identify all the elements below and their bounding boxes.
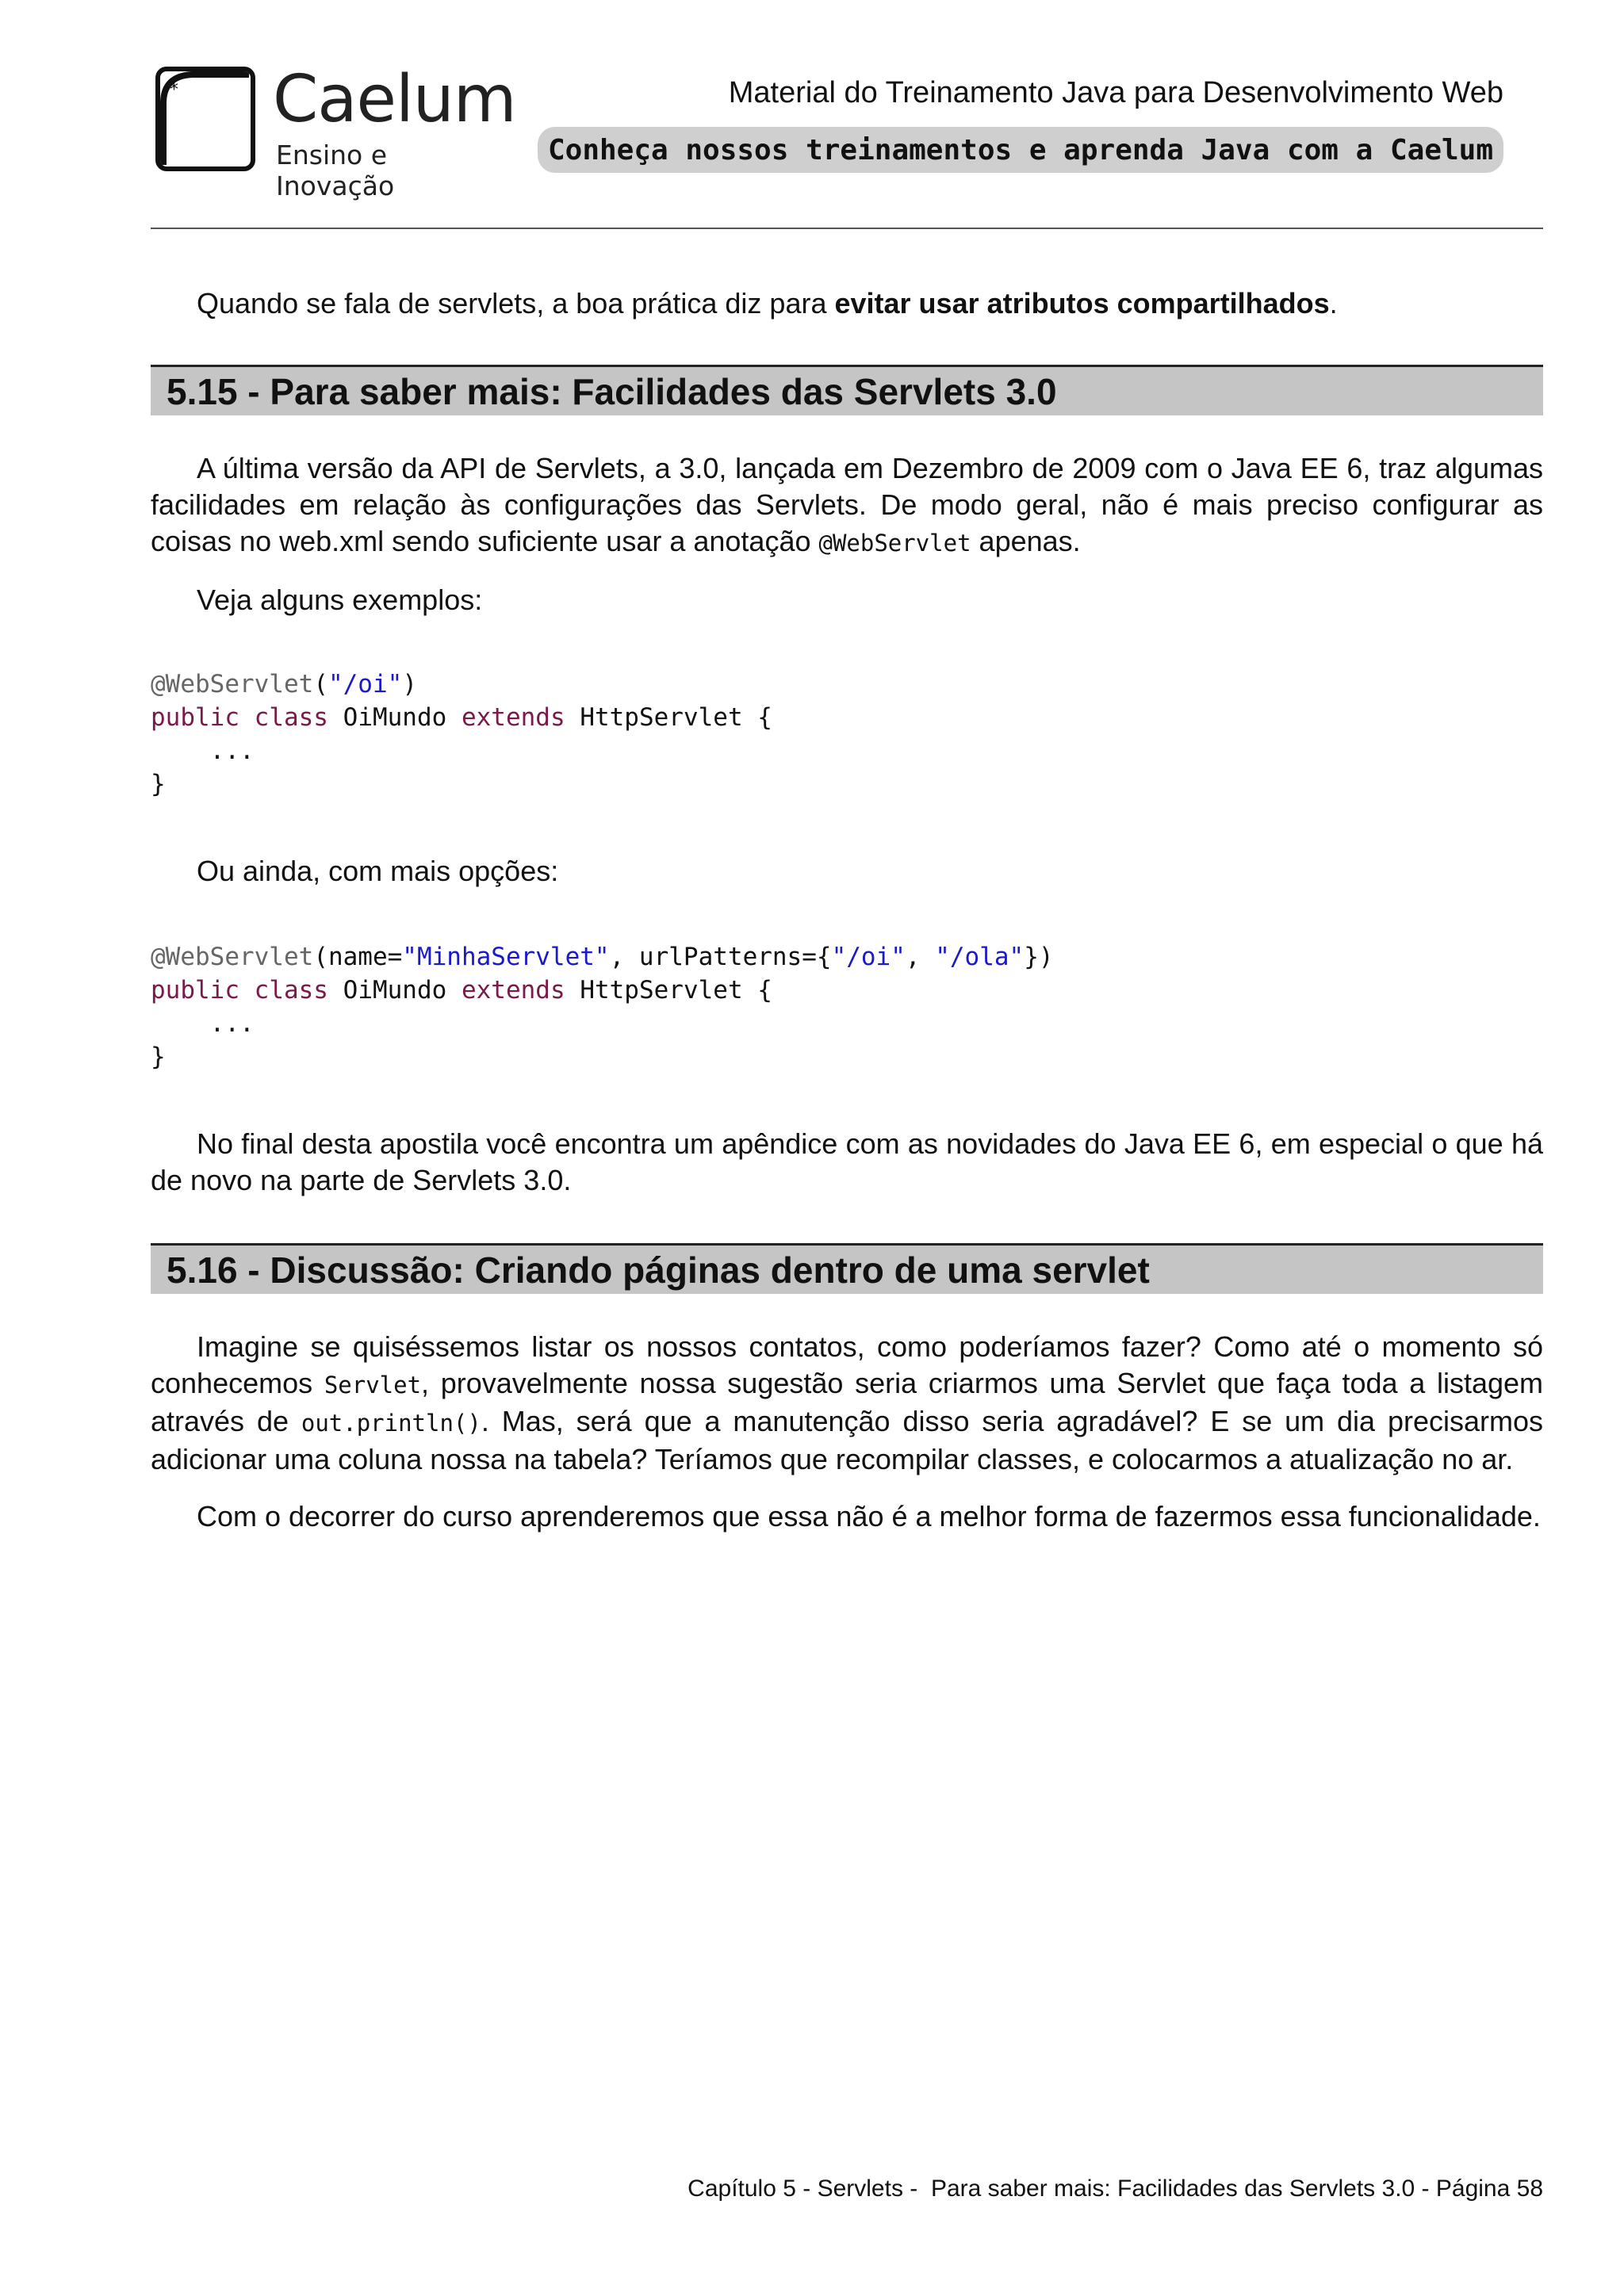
- code-line: ...: [151, 737, 255, 765]
- section-1-paragraph-1: [151, 450, 1543, 561]
- code-keyword: class: [254, 976, 328, 1004]
- code-token: (: [313, 670, 328, 698]
- inline-code: Servlet: [324, 1372, 422, 1399]
- inline-code: out.println(): [301, 1410, 481, 1437]
- intro-bold-text: evitar usar atributos compartilhados: [834, 287, 1330, 320]
- paragraph-text: A última versão da API de Servlets, a 3.0, lançada em Dezembro de 2009 com o Java EE 6, traz algumas facilidades em relação às configurações das Servlets. De modo geral, não é mais preciso configurar as coisas no web.xml sendo suficiente usar a anotação: [151, 452, 1543, 557]
- logo-name: Caelum: [273, 62, 516, 137]
- header-title: Material do Treinamento Java para Desenvolvimento Web: [728, 76, 1503, 109]
- code-token: , urlPatterns={: [609, 943, 832, 971]
- code-annotation: @WebServlet: [151, 943, 314, 971]
- inline-code: @WebServlet: [818, 530, 971, 557]
- code-token: (name=: [313, 943, 403, 971]
- svg-text:*: *: [170, 80, 178, 100]
- code-string: "MinhaServlet": [402, 943, 610, 971]
- code-token: HttpServlet {: [580, 976, 772, 1004]
- code-token: ): [402, 670, 417, 698]
- intro-text-end: .: [1329, 287, 1338, 320]
- intro-paragraph: [151, 285, 1543, 322]
- code-token: HttpServlet {: [580, 703, 772, 732]
- section-2-paragraph-2: Com o decorrer do curso aprenderemos que essa não é a melhor forma de fazermos essa funcionalidade.: [197, 1500, 1541, 1533]
- code-keyword: class: [254, 703, 328, 732]
- section-1-paragraph-2: Veja alguns exemplos:: [197, 584, 483, 616]
- paragraph-text-end: . Mas, será que a manutenção disso seria agradável? E se um dia precisarmos adicionar uma coluna nossa na tabela? Teríamos que recompilar classes, e colocarmos a atualização no ar.: [151, 1405, 1543, 1475]
- code-block-1: [151, 668, 1543, 801]
- section-heading-5-15: 5.15 - Para saber mais: Facilidades das Servlets 3.0: [151, 365, 1543, 415]
- page-footer: [688, 2175, 1543, 2202]
- paragraph-text-end: apenas.: [971, 525, 1081, 557]
- code-string: "/oi": [327, 670, 403, 698]
- paragraph-text: , provavelmente nossa sugestão seria criarmos uma Servlet que faça toda a listagem através de: [151, 1367, 1543, 1437]
- code-block-2: [151, 940, 1543, 1073]
- paragraph-text: Imagine se quiséssemos listar os nossos contatos, como poderíamos fazer? Como até o momento só conhecemos: [151, 1330, 1543, 1399]
- code-token: ,: [905, 943, 936, 971]
- code-keyword: public: [151, 976, 239, 1004]
- header-divider: [151, 228, 1543, 229]
- caelum-logo: [155, 62, 516, 201]
- logo-mark-icon: [155, 67, 255, 171]
- code-line: }: [151, 1043, 166, 1071]
- section-2-paragraph-1: [151, 1329, 1543, 1478]
- section-1-paragraph-4: No final desta apostila você encontra um apêndice com as novidades do Java EE 6, em especial o que há de novo na parte de Servlets 3.0.: [151, 1127, 1543, 1196]
- code-string: "/oi": [831, 943, 906, 971]
- section-heading-5-16: 5.16 - Discussão: Criando páginas dentro de uma servlet: [151, 1243, 1543, 1294]
- code-token: }): [1024, 943, 1054, 971]
- intro-text: Quando se fala de servlets, a boa prática diz para: [197, 287, 835, 320]
- code-line: ...: [151, 1009, 255, 1038]
- code-keyword: extends: [461, 976, 565, 1004]
- code-keyword: extends: [461, 703, 565, 732]
- code-class-name: OiMundo: [343, 976, 447, 1004]
- code-string: "/ola": [935, 943, 1025, 971]
- logo-subtitle: Ensino e Inovação: [276, 140, 395, 201]
- code-annotation: @WebServlet: [151, 670, 314, 698]
- header-banner: Conheça nossos treinamentos e aprenda Java com a Caelum: [538, 127, 1503, 173]
- code-class-name: OiMundo: [343, 703, 447, 732]
- section-1-paragraph-3: Ou ainda, com mais opções:: [197, 855, 559, 887]
- code-keyword: public: [151, 703, 239, 732]
- footer-text: Capítulo 5 - Servlets - Para saber mais: Facilidades das Servlets 3.0 - Página 58: [688, 2175, 1543, 2202]
- code-line: }: [151, 770, 166, 798]
